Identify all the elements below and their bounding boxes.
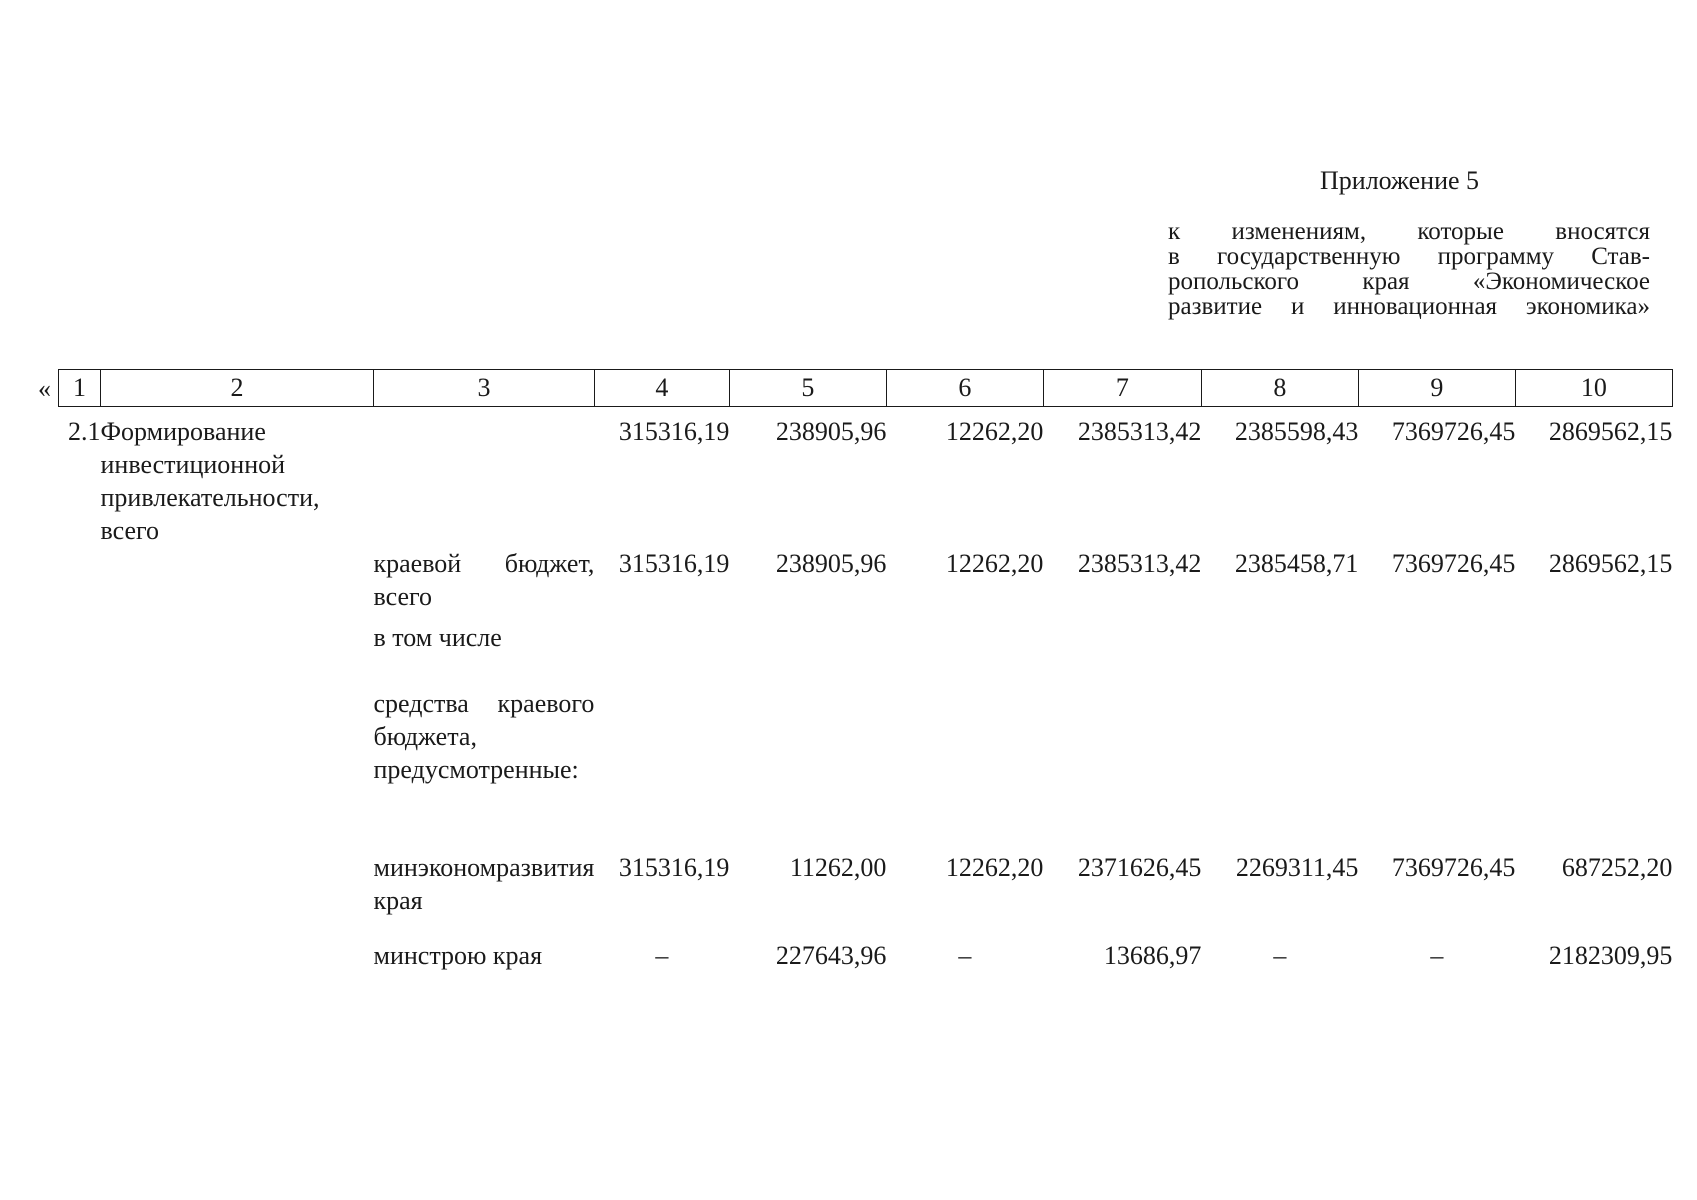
value-cell: 13686,97 bbox=[1103, 941, 1202, 970]
appendix-title: Приложение 5 bbox=[1320, 166, 1480, 195]
caption-line: ропольского края «Экономическое bbox=[1168, 268, 1650, 295]
row-name bbox=[101, 547, 374, 621]
value-cell: 2385313,42 bbox=[1077, 549, 1202, 578]
row-number bbox=[59, 939, 101, 972]
value-cell: – bbox=[958, 941, 972, 970]
column-number: 9 bbox=[1358, 370, 1515, 407]
row-number bbox=[59, 547, 101, 621]
value-cell bbox=[886, 687, 1043, 851]
budget-table-wrapper bbox=[58, 369, 1673, 972]
row-source: минэкономразвития края bbox=[373, 853, 595, 915]
row-name bbox=[101, 687, 374, 851]
value-cell bbox=[729, 621, 886, 687]
row-number: 2.1 bbox=[68, 417, 101, 446]
value-cell: – bbox=[1273, 941, 1287, 970]
row-source: средства краевого бюджета, предусмотренные: bbox=[373, 689, 595, 784]
value-cell: 7369726,45 bbox=[1391, 417, 1516, 446]
value-cell: 7369726,45 bbox=[1391, 549, 1516, 578]
value-cell: 2869562,15 bbox=[1548, 549, 1673, 578]
value-cell bbox=[1358, 687, 1515, 851]
value-cell: 12262,20 bbox=[945, 853, 1044, 882]
value-cell: 315316,19 bbox=[618, 549, 730, 578]
row-name bbox=[101, 851, 374, 939]
caption-line: к изменениям, которые вносятся bbox=[1168, 218, 1650, 245]
value-cell: 238905,96 bbox=[775, 417, 887, 446]
table-row bbox=[59, 939, 1673, 972]
value-cell bbox=[594, 621, 729, 687]
row-source: в том числе bbox=[373, 623, 502, 652]
value-cell: 2385458,71 bbox=[1234, 549, 1359, 578]
table-row bbox=[59, 621, 1673, 687]
value-cell bbox=[886, 621, 1043, 687]
column-number: 5 bbox=[729, 370, 886, 407]
value-cell: 2385313,42 bbox=[1077, 417, 1202, 446]
value-cell: 2182309,95 bbox=[1548, 941, 1673, 970]
row-source: краевой бюджет, всего bbox=[373, 549, 595, 611]
row-name bbox=[101, 939, 374, 972]
row-name bbox=[101, 621, 374, 687]
value-cell bbox=[1358, 621, 1515, 687]
value-cell bbox=[1515, 687, 1672, 851]
value-cell: – bbox=[1430, 941, 1444, 970]
opening-quote: « bbox=[38, 374, 51, 403]
value-cell: 227643,96 bbox=[775, 941, 887, 970]
value-cell bbox=[1201, 687, 1358, 851]
table-row bbox=[59, 547, 1673, 621]
column-number: 3 bbox=[374, 370, 595, 407]
value-cell: 2869562,15 bbox=[1548, 417, 1673, 446]
value-cell: 2269311,45 bbox=[1235, 853, 1359, 882]
row-source: минстрою края bbox=[373, 941, 543, 970]
value-cell bbox=[594, 687, 729, 851]
column-number: 4 bbox=[594, 370, 729, 407]
value-cell: 11262,00 bbox=[789, 853, 887, 882]
value-cell: 12262,20 bbox=[945, 417, 1044, 446]
caption-line: в государственную программу Став- bbox=[1168, 243, 1650, 270]
row-number bbox=[59, 687, 101, 851]
row-number bbox=[59, 621, 101, 687]
table-row bbox=[59, 407, 1673, 548]
column-number-row bbox=[59, 370, 1673, 407]
value-cell: – bbox=[655, 941, 669, 970]
value-cell: 2371626,45 bbox=[1077, 853, 1202, 882]
value-cell bbox=[1043, 621, 1201, 687]
budget-table bbox=[58, 369, 1673, 972]
column-number: 10 bbox=[1515, 370, 1672, 407]
table-row bbox=[59, 851, 1673, 939]
table-row bbox=[59, 687, 1673, 851]
value-cell: 687252,20 bbox=[1561, 853, 1673, 882]
column-number: 7 bbox=[1043, 370, 1201, 407]
value-cell: 315316,19 bbox=[618, 417, 730, 446]
column-number: 8 bbox=[1201, 370, 1358, 407]
row-number bbox=[59, 851, 101, 939]
value-cell bbox=[1201, 621, 1358, 687]
row-source bbox=[374, 407, 595, 548]
value-cell: 12262,20 bbox=[945, 549, 1044, 578]
row-name: Формирование инвестиционной привлекательности, всего bbox=[100, 417, 320, 545]
value-cell: 7369726,45 bbox=[1391, 853, 1516, 882]
appendix-caption bbox=[1168, 219, 1650, 319]
column-number: 1 bbox=[59, 370, 101, 407]
column-number: 6 bbox=[886, 370, 1043, 407]
value-cell bbox=[729, 687, 886, 851]
value-cell: 238905,96 bbox=[775, 549, 887, 578]
column-number: 2 bbox=[101, 370, 374, 407]
value-cell: 2385598,43 bbox=[1234, 417, 1359, 446]
value-cell bbox=[1515, 621, 1672, 687]
value-cell: 315316,19 bbox=[618, 853, 730, 882]
caption-line: развитие и инновационная экономика» bbox=[1168, 293, 1650, 320]
value-cell bbox=[1043, 687, 1201, 851]
